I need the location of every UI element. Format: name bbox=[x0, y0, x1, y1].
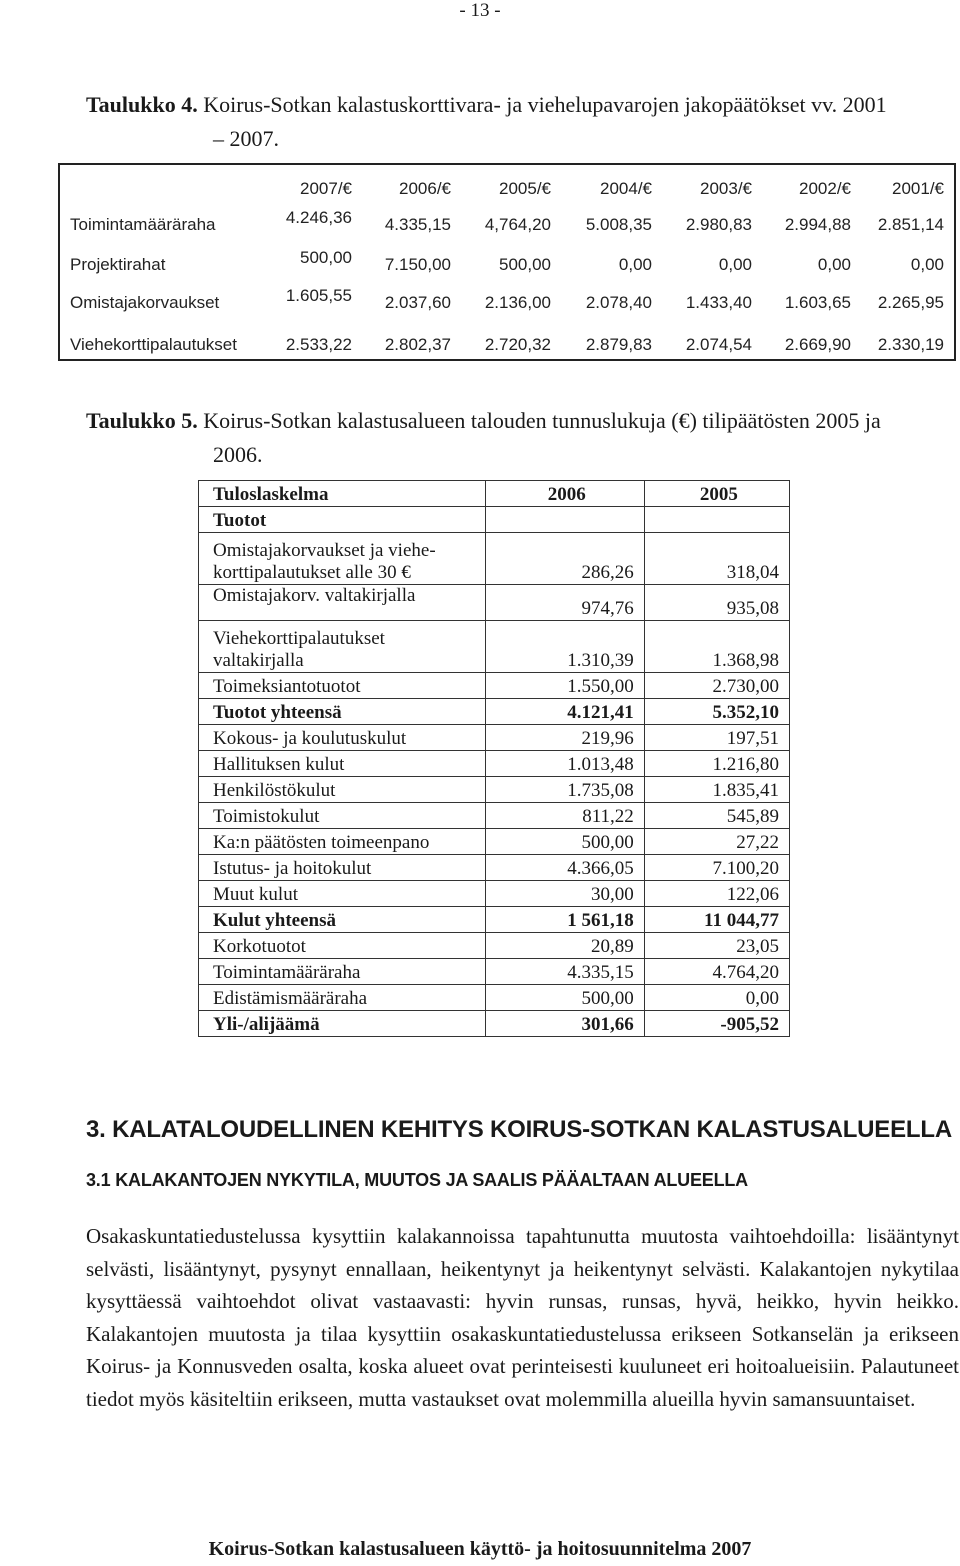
table5-row bbox=[199, 777, 790, 803]
table5-row-label bbox=[199, 533, 486, 585]
table5-caption bbox=[86, 404, 959, 438]
table4-cell: 0,00 bbox=[817, 255, 851, 274]
table4-cell: 5.008,35 bbox=[585, 215, 652, 234]
table4-caption bbox=[86, 88, 959, 122]
table5-row-label-line1: Muut kulut bbox=[213, 884, 298, 905]
table5-value-2005: 122,06 bbox=[644, 881, 789, 907]
body-paragraph: Osakaskuntatiedustelussa kysyttiin kalakannoissa tapahtunutta muutosta vaihtoehdoilla: lisääntynyt selvästi, lisääntynyt, pysynyt ennallaan, heikentynyt ja heikentynyt selvästi. Kalakantojen nykytilaa kysyttäessä vaihtoehdot olivat vastaavasti: hyvin runsas, runsas, hyvä, heikko, hyvin heikko. Kalakantojen muutosta ja tilaa kysyttiin osakaskuntatiedustelussa erikseen Sotkanselän ja erikseen Koirus- ja Konnusveden osalta, koska alueet ovat perinteisesti kuuluneet eri hoitoalueisiin. Palautuneet tiedot myös käsiteltiin erikseen, mutta vastaukset ovat molemmilla alueilla hyvin samansuuntaiset. bbox=[86, 1224, 959, 1411]
table4-cell: 1.433,40 bbox=[685, 293, 752, 312]
table4-cell: 2.802,37 bbox=[384, 335, 451, 354]
section-heading: 3. KALATALOUDELLINEN KEHITYS KOIRUS-SOTKAN KALASTUSALUEELLA bbox=[86, 1116, 952, 1143]
table5-value-2005: 7.100,20 bbox=[644, 855, 789, 881]
table5-row bbox=[199, 985, 790, 1011]
table4-cell: 0,00 bbox=[718, 255, 752, 274]
table5-row-label-line1: Omistajakorv. valtakirjalla bbox=[213, 585, 416, 606]
table5-row bbox=[199, 533, 790, 585]
table5-value-2006: 286,26 bbox=[485, 533, 644, 585]
table5-value-2006: 4.121,41 bbox=[485, 699, 644, 725]
table5-row-label-line1: Istutus- ja hoitokulut bbox=[213, 858, 372, 879]
table5-caption-line2: 2006. bbox=[213, 442, 263, 467]
table5-row-label bbox=[199, 855, 486, 881]
table4-cell: 2.074,54 bbox=[685, 335, 752, 354]
table5-header-row bbox=[199, 481, 790, 507]
table4-cell: 0,00 bbox=[910, 255, 944, 274]
table5-header-label: Tuloslaskelma bbox=[199, 481, 486, 507]
table5-value-2005 bbox=[644, 507, 789, 533]
table5-value-2005: 27,22 bbox=[644, 829, 789, 855]
table4-year-header: 2003/€ bbox=[700, 179, 752, 198]
table4-row-label: Omistajakorvaukset bbox=[70, 293, 220, 312]
table5-value-2005: 4.764,20 bbox=[644, 959, 789, 985]
table4-year-header: 2006/€ bbox=[399, 179, 451, 198]
table5-row-label-line1: Hallituksen kulut bbox=[213, 754, 345, 775]
table5-row-label bbox=[199, 959, 486, 985]
table5-row-label bbox=[199, 751, 486, 777]
table4-cell: 2.265,95 bbox=[877, 293, 944, 312]
table5-value-2006 bbox=[485, 507, 644, 533]
table5-row-label bbox=[199, 585, 486, 621]
table4-cell: 2.533,22 bbox=[285, 335, 352, 354]
table5-row-label-line1: Omistajakorvaukset ja viehe- bbox=[213, 540, 436, 561]
page-number: - 13 - bbox=[459, 0, 501, 21]
table4-cell: 2.980,83 bbox=[685, 215, 752, 234]
table5-value-2005: 1.368,98 bbox=[644, 621, 789, 673]
table5-row bbox=[199, 803, 790, 829]
table5-row-label-line1: Yli-/alijäämä bbox=[213, 1014, 320, 1035]
table5-row-label bbox=[199, 621, 486, 673]
table5-row-label-line1: Korkotuotot bbox=[213, 936, 306, 957]
table5-row-label bbox=[199, 907, 486, 933]
table5-row-label bbox=[199, 829, 486, 855]
table5-caption-text: Koirus-Sotkan kalastusalueen talouden tunnuslukuja (€) tilipäätösten 2005 ja bbox=[203, 408, 881, 433]
table4-cell: 2.136,00 bbox=[484, 293, 551, 312]
table4-cell: 2.669,90 bbox=[784, 335, 851, 354]
table5-row bbox=[199, 585, 790, 621]
table5-value-2006: 4.335,15 bbox=[485, 959, 644, 985]
table4-caption-line2: – 2007. bbox=[213, 126, 279, 151]
table4-cell: 2.078,40 bbox=[585, 293, 652, 312]
table5-row-label bbox=[199, 507, 486, 533]
table5-row-label bbox=[199, 777, 486, 803]
table5-value-2006: 1.735,08 bbox=[485, 777, 644, 803]
table4-cell: 1.603,65 bbox=[784, 293, 851, 312]
table5-value-2005: -905,52 bbox=[644, 1011, 789, 1037]
table5-row-label-line2: korttipalautukset alle 30 € bbox=[213, 562, 411, 583]
table4-cell: 4.335,15 bbox=[384, 215, 451, 234]
table5-caption-label: Taulukko 5. bbox=[86, 408, 198, 433]
table5-value-2006: 20,89 bbox=[485, 933, 644, 959]
table4-row-label: Viehekorttipalautukset bbox=[70, 335, 237, 354]
table5-row-label-line1: Viehekorttipalautukset bbox=[213, 628, 385, 649]
table4-cell: 2.994,88 bbox=[784, 215, 851, 234]
table5-row-label bbox=[199, 673, 486, 699]
table5-header-2006: 2006 bbox=[485, 481, 644, 507]
table5-row-label-line1: Edistämismääräraha bbox=[213, 988, 368, 1009]
table5-value-2006: 500,00 bbox=[485, 985, 644, 1011]
table4-cell: 500,00 bbox=[300, 248, 352, 267]
table5-row-label bbox=[199, 725, 486, 751]
table5-value-2005: 0,00 bbox=[644, 985, 789, 1011]
table4-caption-text: Koirus-Sotkan kalastuskorttivara- ja viehelupavarojen jakopäätökset vv. 2001 bbox=[203, 92, 887, 117]
table5-row-label bbox=[199, 803, 486, 829]
table4-cell: 2.851,14 bbox=[877, 215, 944, 234]
table5-row bbox=[199, 959, 790, 985]
table5-row-label bbox=[199, 933, 486, 959]
table5-row bbox=[199, 933, 790, 959]
table5-value-2005: 23,05 bbox=[644, 933, 789, 959]
table4-cell: 2.879,83 bbox=[585, 335, 652, 354]
table5-row bbox=[199, 829, 790, 855]
table5-row-label-line2: valtakirjalla bbox=[213, 650, 304, 671]
table4-cell: 4,764,20 bbox=[484, 215, 551, 234]
table4-year-header: 2007/€ bbox=[300, 179, 352, 198]
table5-value-2005: 935,08 bbox=[644, 585, 789, 621]
table5-value-2006: 301,66 bbox=[485, 1011, 644, 1037]
table5-row bbox=[199, 725, 790, 751]
table5-row-label-line1: Toimintamääräraha bbox=[213, 962, 361, 983]
table5-value-2005: 2.730,00 bbox=[644, 673, 789, 699]
table4-cell: 4.246,36 bbox=[285, 208, 352, 227]
table5-row-label-line1: Henkilöstökulut bbox=[213, 780, 336, 801]
table5-row-label bbox=[199, 699, 486, 725]
table5-value-2005: 545,89 bbox=[644, 803, 789, 829]
table5-row bbox=[199, 699, 790, 725]
table4-year-header: 2002/€ bbox=[799, 179, 851, 198]
table4-caption-label: Taulukko 4. bbox=[86, 92, 198, 117]
table4-row-label: Projektirahat bbox=[70, 255, 166, 274]
table5-value-2005: 11 044,77 bbox=[644, 907, 789, 933]
table5-row-label bbox=[199, 1011, 486, 1037]
table4-row-label: Toimintamääräraha bbox=[70, 215, 216, 234]
table4-year-header: 2004/€ bbox=[600, 179, 652, 198]
table4-cell: 2.330,19 bbox=[877, 335, 944, 354]
table5-row-label-line1: Ka:n päätösten toimeenpano bbox=[213, 832, 430, 853]
table4-cell: 1.605,55 bbox=[285, 286, 352, 305]
table4-cell: 7.150,00 bbox=[384, 255, 451, 274]
table4-cell: 0,00 bbox=[618, 255, 652, 274]
table5-row bbox=[199, 881, 790, 907]
subsection-heading: 3.1 KALAKANTOJEN NYKYTILA, MUUTOS JA SAALIS PÄÄALTAAN ALUEELLA bbox=[86, 1170, 748, 1190]
table5-row bbox=[199, 907, 790, 933]
table5-value-2006: 1.310,39 bbox=[485, 621, 644, 673]
table5-value-2006: 1.013,48 bbox=[485, 751, 644, 777]
table5-value-2006: 1.550,00 bbox=[485, 673, 644, 699]
table5-row bbox=[199, 621, 790, 673]
table5-row bbox=[199, 751, 790, 777]
table5-value-2005: 197,51 bbox=[644, 725, 789, 751]
table5-row bbox=[199, 673, 790, 699]
table5-row-label-line1: Kokous- ja koulutuskulut bbox=[213, 728, 407, 749]
table5-value-2006: 811,22 bbox=[485, 803, 644, 829]
table5-header-2005: 2005 bbox=[644, 481, 789, 507]
table4-cell: 2.720,32 bbox=[484, 335, 551, 354]
table5-value-2006: 500,00 bbox=[485, 829, 644, 855]
page-footer: Koirus-Sotkan kalastusalueen käyttö- ja hoitosuunnitelma 2007 bbox=[208, 1538, 752, 1560]
table5-value-2006: 4.366,05 bbox=[485, 855, 644, 881]
table4-cell: 2.037,60 bbox=[384, 293, 451, 312]
table5-value-2006: 219,96 bbox=[485, 725, 644, 751]
table5-row bbox=[199, 507, 790, 533]
table5-row-label-line1: Toimeksiantotuotot bbox=[213, 676, 361, 697]
table4-year-header: 2001/€ bbox=[892, 179, 944, 198]
table5-row-label-line1: Tuotot bbox=[213, 510, 267, 531]
table5-row bbox=[199, 855, 790, 881]
table4-cell: 500,00 bbox=[499, 255, 551, 274]
table5-row-label-line1: Kulut yhteensä bbox=[213, 910, 336, 931]
table5-value-2005: 5.352,10 bbox=[644, 699, 789, 725]
table5 bbox=[198, 480, 790, 1037]
table5-row-label bbox=[199, 881, 486, 907]
table5-row-label-line1: Toimistokulut bbox=[213, 806, 320, 827]
table5-value-2006: 30,00 bbox=[485, 881, 644, 907]
table5-row bbox=[199, 1011, 790, 1037]
table5-value-2006: 974,76 bbox=[485, 585, 644, 621]
table5-row-label bbox=[199, 985, 486, 1011]
table5-row-label-line1: Tuotot yhteensä bbox=[213, 702, 342, 723]
table5-value-2005: 1.835,41 bbox=[644, 777, 789, 803]
table5-value-2005: 318,04 bbox=[644, 533, 789, 585]
table5-value-2005: 1.216,80 bbox=[644, 751, 789, 777]
table4 bbox=[58, 163, 956, 361]
table4-year-header: 2005/€ bbox=[499, 179, 551, 198]
table5-value-2006: 1 561,18 bbox=[485, 907, 644, 933]
